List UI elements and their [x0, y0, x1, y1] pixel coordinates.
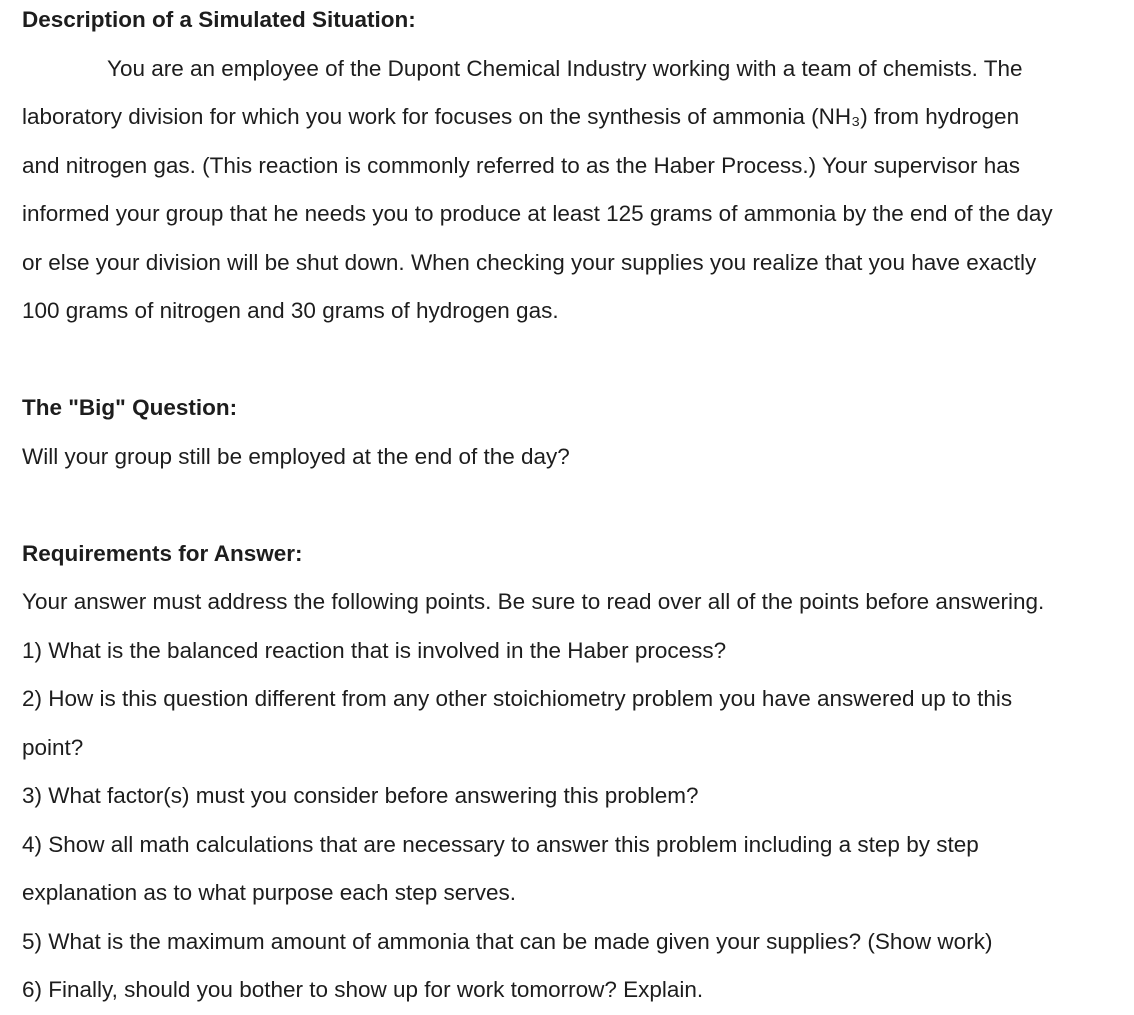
requirement-item-line: 2) How is this question different from any other stoichiometry problem you have answered up to this [22, 686, 1013, 711]
big-question-heading: The "Big" Question: [22, 395, 238, 420]
situation-paragraph-line: laboratory division for which you work for focuses on the synthesis of ammonia (NH₃) from hydrogen [22, 104, 1020, 129]
requirement-item-line: 6) Finally, should you bother to show up for work tomorrow? Explain. [22, 977, 704, 1002]
requirements-intro-line: Your answer must address the following points. Be sure to read over all of the points before answering. [22, 589, 1045, 614]
requirement-item-line: explanation as to what purpose each step serves. [22, 880, 517, 905]
requirement-item-line: 1) What is the balanced reaction that is involved in the Haber process? [22, 637, 727, 663]
situation-heading: Description of a Simulated Situation: [22, 7, 416, 32]
blank-line [22, 481, 1116, 530]
requirement-item-line: point? [22, 734, 84, 760]
situation-paragraph-line: 100 grams of nitrogen and 30 grams of hydrogen gas. [22, 298, 559, 323]
situation-paragraph-line: and nitrogen gas. (This reaction is commonly referred to as the Haber Process.) Your supervisor has [22, 152, 1020, 178]
situation-paragraph-line: or else your division will be shut down. When checking your supplies you realize that you have exactly [22, 249, 1037, 275]
requirement-item-line: 5) What is the maximum amount of ammonia that can be made given your supplies? (Show work) [22, 928, 993, 954]
situation-paragraph-line: informed your group that he needs you to produce at least 125 grams of ammonia by the end of the day [22, 201, 1053, 226]
situation-paragraph-line: You are an employee of the Dupont Chemical Industry working with a team of chemists. The [107, 55, 1023, 81]
requirement-item-line: 4) Show all math calculations that are necessary to answer this problem including a step by step [22, 831, 979, 857]
big-question-line: Will your group still be employed at the end of the day? [22, 443, 570, 469]
requirements-heading: Requirements for Answer: [22, 540, 303, 566]
requirement-item-line: 3) What factor(s) must you consider before answering this problem? [22, 783, 699, 808]
blank-line [22, 336, 1116, 385]
